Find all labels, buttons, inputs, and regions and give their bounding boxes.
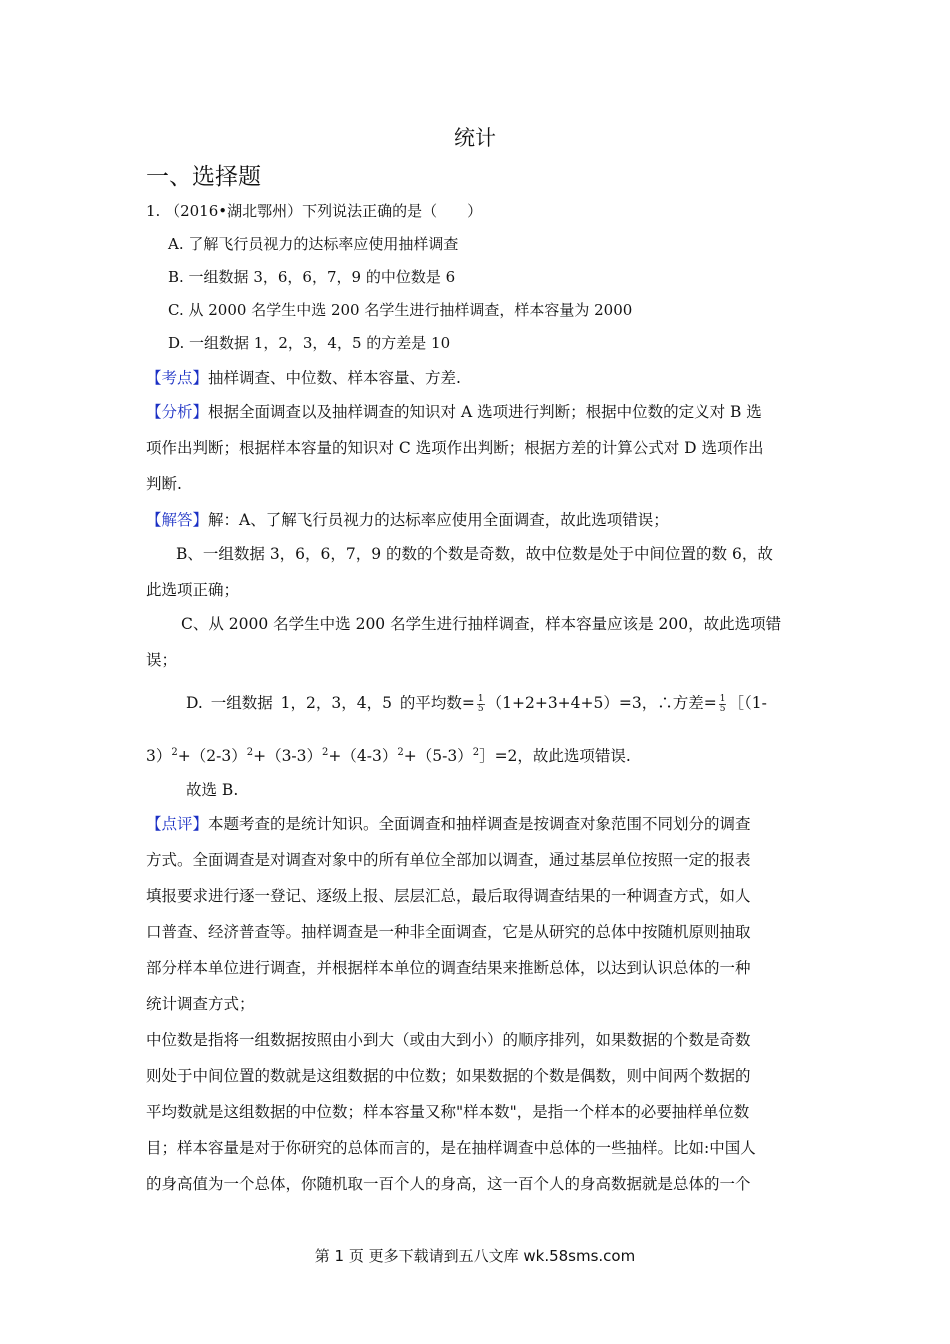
option-c: C. 从 2000 名学生中选 200 名学生进行抽样调查，样本容量为 2000 <box>168 301 633 319</box>
fenxi-line-3: 判断. <box>146 475 182 493</box>
question-stem: 1. （2016•湖北鄂州）下列说法正确的是（ ） <box>146 202 483 220</box>
dianping-line-9: 平均数就是这组数据的中位数；样本容量又称"样本数"，是指一个样本的必要抽样单位数 <box>146 1103 750 1121</box>
fraction-one-fifth: $\frac{1}{5}$ <box>719 693 726 714</box>
dianping-line-5: 部分样本单位进行调查，并根据样本单位的调查结果来推断总体，以达到认识总体的一种 <box>146 959 751 977</box>
fenxi-tag: 【分析】 <box>146 403 209 421</box>
page-title: 统计 <box>454 126 496 150</box>
fenxi-line-1: 【分析】根据全面调查以及抽样调查的知识对 A 选项进行判断；根据中位数的定义对 B 选 <box>146 403 762 421</box>
kaodian-line <box>146 366 461 388</box>
dianping-line-2: 方式。全面调查是对调查对象中的所有单位全部加以调查，通过基层单位按照一定的报表 <box>146 851 751 869</box>
kaodian-tag: 【考点】 <box>146 369 209 387</box>
section-heading: 一、选择题 <box>146 164 261 190</box>
option-d: D. 一组数据 1，2，3，4，5 的方差是 10 <box>168 334 451 352</box>
jieda-line-d2: $3)^2+(2-3)^2+(3-3)^2+(4-3)^2+(5-3)^2]=2$，故此选项错误. <box>146 747 631 765</box>
jieda-line-d1: D. 一组数据 1，2，3，4，5 的平均数= $\frac{1}{5}$ （1+2+3+4+5）=3，∴方差= $\frac{1}{5}$ ［（1- <box>186 693 767 714</box>
dianping-line-8: 则处于中间位置的数就是这组数据的中位数；如果数据的个数是偶数，则中间两个数据的 <box>146 1067 751 1085</box>
dianping-line-3: 填报要求进行逐一登记、逐级上报、层层汇总，最后取得调查结果的一种调查方式，如人 <box>146 887 751 905</box>
jieda-line-c2: 误； <box>146 651 178 669</box>
jieda-line-a: 【解答】解：A、了解飞行员视力的达标率应使用全面调查，故此选项错误； <box>146 511 669 529</box>
option-a: A. 了解飞行员视力的达标率应使用抽样调查 <box>168 235 459 253</box>
jieda-line-b1: B、一组数据 3，6，6，7，9 的数的个数是奇数，故中位数是处于中间位置的数 6，故 <box>176 545 773 563</box>
dianping-line-1: 【点评】本题考查的是统计知识。全面调查和抽样调查是按调查对象范围不同划分的调查 <box>146 815 751 833</box>
dianping-line-6: 统计调查方式； <box>146 995 255 1013</box>
jieda-line-b2: 此选项正确； <box>146 581 240 599</box>
dianping-line-4: 口普查、经济普查等。抽样调查是一种非全面调查，它是从研究的总体中按随机原则抽取 <box>146 923 751 941</box>
jieda-choice: 故选 B. <box>186 781 239 799</box>
dianping-line-10: 目；样本容量是对于你研究的总体而言的，是在抽样调查中总体的一些抽样。比如:中国人 <box>146 1139 756 1157</box>
option-b: B. 一组数据 3，6，6，7，9 的中位数是 6 <box>168 268 456 286</box>
fraction-one-fifth: $\frac{1}{5}$ <box>477 693 484 714</box>
jieda-tag: 【解答】 <box>146 511 209 529</box>
page-footer: 第 1 页 更多下载请到五八文库 wk.58sms.com <box>314 1247 636 1265</box>
fenxi-line-2: 项作出判断；根据样本容量的知识对 C 选项作出判断；根据方差的计算公式对 D 选项作出 <box>146 439 764 457</box>
jieda-line-c1: C、从 2000 名学生中选 200 名学生进行抽样调查，样本容量应该是 200，故此选项错 <box>181 615 782 633</box>
dianping-line-7: 中位数是指将一组数据按照由小到大（或由大到小）的顺序排列，如果数据的个数是奇数 <box>146 1031 751 1049</box>
kaodian-text: 抽样调查、中位数、样本容量、方差. <box>208 369 461 387</box>
dianping-tag: 【点评】 <box>146 815 209 833</box>
dianping-line-11: 的身高值为一个总体，你随机取一百个人的身高，这一百个人的身高数据就是总体的一个 <box>146 1175 751 1193</box>
